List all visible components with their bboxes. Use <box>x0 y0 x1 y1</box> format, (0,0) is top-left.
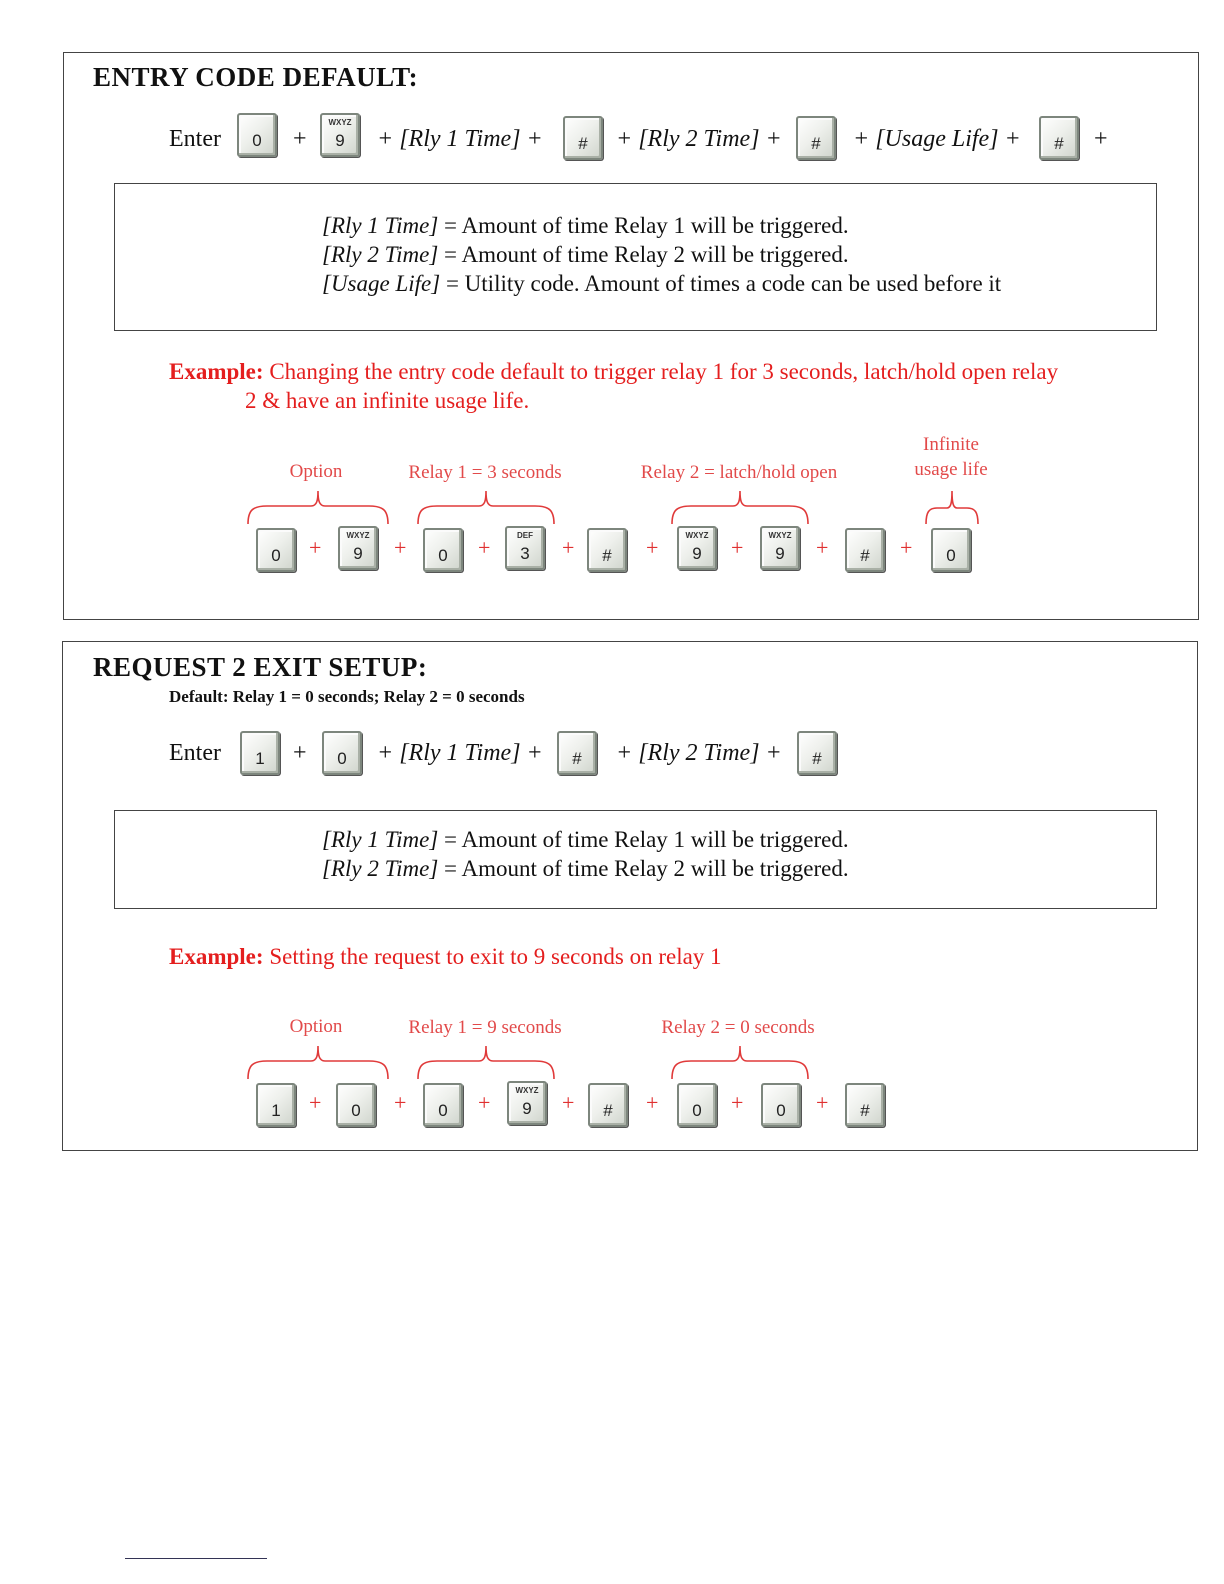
plus-sign: + <box>731 535 744 560</box>
plus-sign: + <box>478 1090 491 1115</box>
usage-life-brace <box>925 488 979 526</box>
rly1-time-token: + [Rly 1 Time] + <box>377 740 543 766</box>
key-hash: # <box>796 116 836 160</box>
plus-sign: + <box>293 126 307 152</box>
key-9: WXYZ 9 <box>760 526 800 570</box>
relay1-brace <box>417 1043 555 1081</box>
key-hash: # <box>588 1083 628 1127</box>
key-0: 0 <box>677 1083 717 1127</box>
plus-sign: + <box>478 535 491 560</box>
relay2-label: Relay 2 = 0 seconds <box>661 1017 815 1038</box>
key-hash: # <box>563 116 603 160</box>
key-hash: # <box>797 731 837 775</box>
plus-sign: + <box>900 535 913 560</box>
plus-sign: + <box>1094 126 1108 152</box>
request-exit-setup-title: REQUEST 2 EXIT SETUP: <box>93 652 428 682</box>
request-exit-default-note: Default: Relay 1 = 0 seconds; Relay 2 = 0 seconds <box>169 687 525 706</box>
key-hash: # <box>845 528 885 572</box>
definition-rly1: [Rly 1 Time] = Amount of time Relay 1 will be triggered. <box>322 827 849 852</box>
plus-sign: + <box>309 535 322 560</box>
enter-label: Enter <box>169 126 221 152</box>
option-brace <box>247 488 389 526</box>
option-brace <box>247 1043 389 1081</box>
relay2-label: Relay 2 = latch/hold open <box>640 462 838 483</box>
key-0: 0 <box>237 113 277 157</box>
definition-rly2: [Rly 2 Time] = Amount of time Relay 2 will be triggered. <box>322 242 849 267</box>
rly2-time-token: + [Rly 2 Time] + <box>616 740 782 766</box>
infinite-label: Infinite <box>923 434 979 455</box>
definition-rly1: [Rly 1 Time] = Amount of time Relay 1 will be triggered. <box>322 213 849 238</box>
option-label: Option <box>289 461 343 482</box>
key-3: DEF 3 <box>505 526 545 570</box>
rly1-time-token: + [Rly 1 Time] + <box>377 126 543 152</box>
plus-sign: + <box>646 1090 659 1115</box>
plus-sign: + <box>293 740 307 766</box>
plus-sign: + <box>562 535 575 560</box>
key-hash: # <box>587 528 627 572</box>
key-1: 1 <box>240 731 280 775</box>
relay2-brace <box>671 1043 809 1081</box>
key-0: 0 <box>322 731 362 775</box>
relay1-label: Relay 1 = 9 seconds <box>408 1017 562 1038</box>
relay1-brace <box>417 488 555 526</box>
exit-example-line: Example: Setting the request to exit to 9 seconds on relay 1 <box>169 944 722 969</box>
plus-sign: + <box>816 1090 829 1115</box>
key-0: 0 <box>761 1083 801 1127</box>
usage-life-token: + [Usage Life] + <box>853 126 1021 152</box>
definition-rly2: [Rly 2 Time] = Amount of time Relay 2 will be triggered. <box>322 856 849 881</box>
definition-usage-life: [Usage Life] = Utility code. Amount of times a code can be used before it <box>322 271 1002 296</box>
key-0: 0 <box>256 528 296 572</box>
key-0: 0 <box>931 528 971 572</box>
key-0: 0 <box>423 1083 463 1127</box>
key-9: WXYZ 9 <box>320 113 360 157</box>
key-9: WXYZ 9 <box>507 1081 547 1125</box>
key-hash: # <box>557 731 597 775</box>
key-0: 0 <box>336 1083 376 1127</box>
plus-sign: + <box>646 535 659 560</box>
footnote-separator <box>125 1558 267 1559</box>
usage-life-label: usage life <box>914 459 988 480</box>
entry-code-default-title: ENTRY CODE DEFAULT: <box>93 62 419 92</box>
plus-sign: + <box>562 1090 575 1115</box>
plus-sign: + <box>731 1090 744 1115</box>
entry-example-line2: 2 & have an infinite usage life. <box>245 388 530 413</box>
plus-sign: + <box>394 1090 407 1115</box>
key-9: WXYZ 9 <box>677 526 717 570</box>
key-hash: # <box>1039 116 1079 160</box>
key-1: 1 <box>256 1083 296 1127</box>
relay2-brace <box>671 488 809 526</box>
relay1-label: Relay 1 = 3 seconds <box>408 462 562 483</box>
plus-sign: + <box>394 535 407 560</box>
key-0: 0 <box>423 528 463 572</box>
enter-label: Enter <box>169 740 221 766</box>
plus-sign: + <box>309 1090 322 1115</box>
key-9: WXYZ 9 <box>338 526 378 570</box>
rly2-time-token: + [Rly 2 Time] + <box>616 126 782 152</box>
entry-example-line1: Example: Changing the entry code default to trigger relay 1 for 3 seconds, latch/hold open relay <box>169 359 1059 384</box>
option-label: Option <box>289 1016 343 1037</box>
plus-sign: + <box>816 535 829 560</box>
key-hash: # <box>845 1083 885 1127</box>
